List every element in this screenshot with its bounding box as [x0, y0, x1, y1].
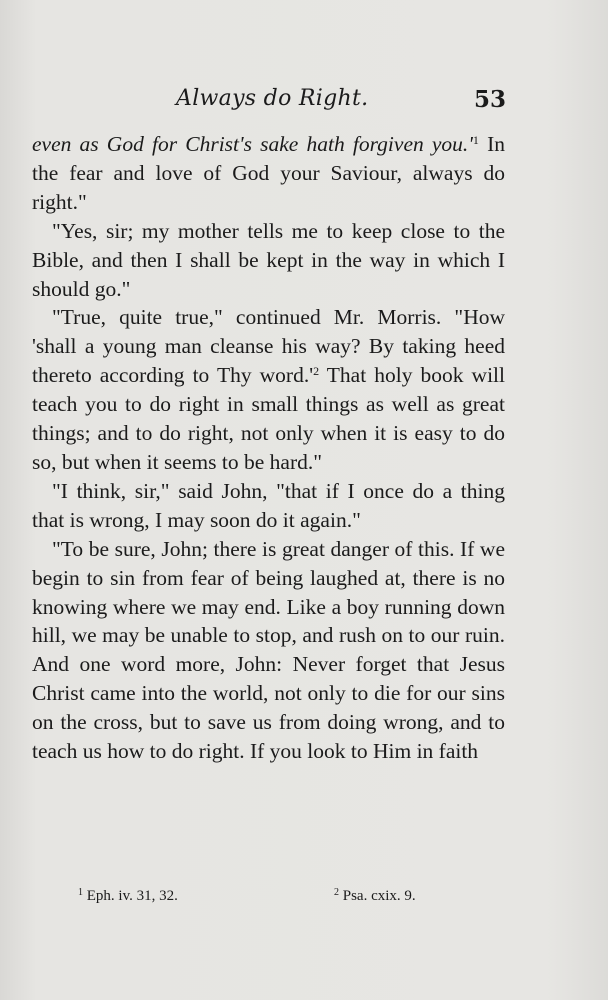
paragraph-text-continued: That holy book will teach you to do right in small things as well as great things; and to do right, not only when it is easy to do so, but when it seems to be hard." [32, 363, 506, 474]
footnotes [78, 888, 478, 910]
paragraph-2: "Yes, sir; my mother tells me to keep close to the Bible, and then I shall be kept in the way in which I should go." [32, 218, 505, 301]
footnote-mark: 2 [334, 887, 339, 898]
running-head [30, 86, 506, 118]
footnote-ref-2: 2 [313, 364, 320, 379]
running-title: Always do Right. [176, 86, 369, 111]
paragraph-4: "I think, sir," said John, "that if I once do a thing that is wrong, I may soon do it again." [32, 478, 505, 532]
footnote-ref-1: 1 [472, 133, 479, 147]
footnote-2 [334, 888, 416, 905]
paragraph-1 [32, 130, 505, 217]
footnote-mark: 1 [78, 887, 83, 898]
paragraph-text: "True, quite true," continued Mr. Morris. "How 'shall a young man cleanse his way? By taking heed thereto according to Thy word.' [32, 305, 505, 388]
italic-quotation: even as God for Christ's sake hath forgiven you.' [32, 132, 473, 156]
footnote-text: Psa. cxix. 9. [342, 888, 416, 904]
footnote-text: Eph. iv. 31, 32. [86, 888, 178, 904]
paragraph-text: In the fear and love of God your Saviour, always do right." [32, 132, 505, 214]
footnote-1 [78, 888, 178, 905]
paragraph-3 [32, 303, 505, 476]
page-number: 53 [473, 86, 506, 113]
paragraph-5: "To be sure, John; there is great danger of this. If we begin to sin from fear of being laughed at, there is no knowing where we may end. Like a boy running down hill, we may be unable to stop, and rush on to our ruin. And one word more, John: Never forget that Jesus Christ came into the world, not only to die for our sins on the cross, but to save us from doing wrong, and to teach us how to do right. If you look to Him in faith [32, 536, 505, 764]
body-text [32, 130, 505, 766]
